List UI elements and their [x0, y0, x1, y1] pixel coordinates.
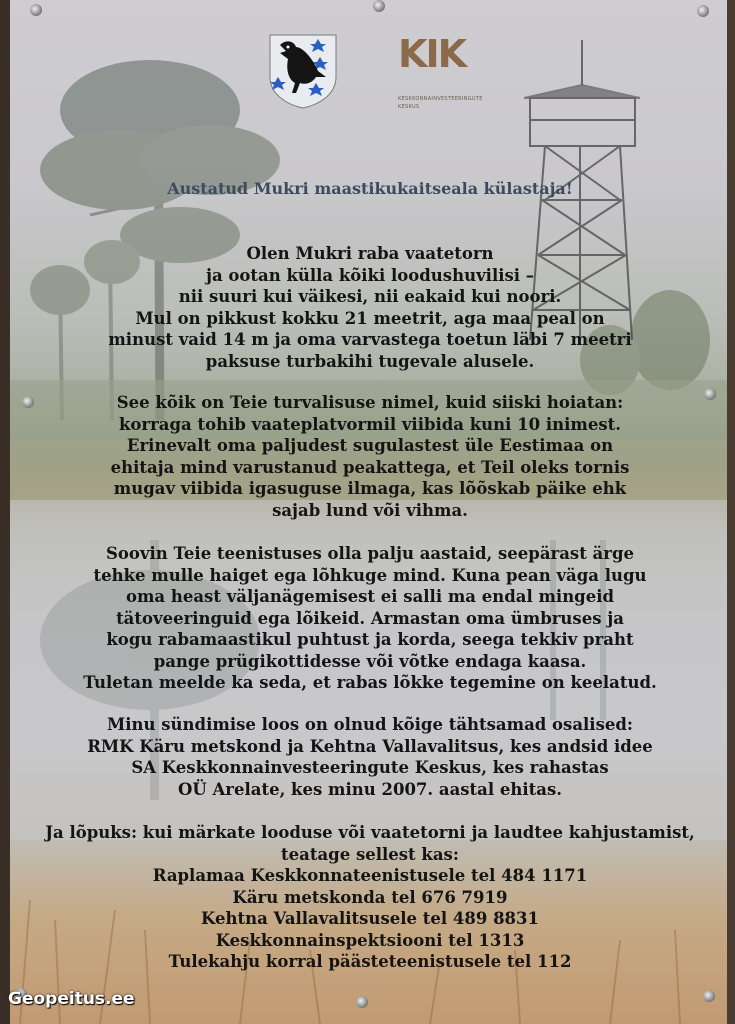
contact-line: Tulekahju korral päästeteenistusele tel 112 [168, 952, 572, 971]
text-line: Tuletan meelde ka seda, et rabas lõkke tegemine on keelatud. [83, 673, 657, 692]
kik-logo-letters: KIK [398, 32, 466, 76]
paragraph-origin [20, 714, 720, 800]
coat-of-arms-icon [268, 33, 338, 109]
paragraph-tower-intro [20, 243, 720, 372]
board-frame-right [727, 0, 735, 1024]
paragraph-contacts [20, 822, 720, 973]
text-line: tätoveeringuid ega lõikeid. Armastan oma ümbruses ja [116, 608, 624, 628]
bolt-icon [373, 0, 385, 12]
watermark: Geopeitus.ee [8, 989, 135, 1009]
text-line: ehitaja mind varustanud peakattega, et Teil oleks tornis [110, 457, 630, 477]
text-line: minust vaid 14 m ja oma varvastega toetun läbi 7 meetri [108, 330, 632, 349]
text-line: ja ootan külla kõiki loodushuvilisi – [205, 265, 535, 285]
kik-logo-caption-2: KESKUS [398, 104, 420, 110]
text-line: OÜ Arelate, kes minu 2007. aastal ehitas. [177, 779, 562, 799]
text-line: pange prügikottidesse või võtke endaga kaasa. [153, 651, 587, 671]
text-line: Minu sündimise loos on olnud kõige tähtsamad osalised: [107, 715, 633, 734]
text-line: oma heast väljanägemisest ei salli ma endal mingeid [125, 587, 615, 606]
text-line: nii suuri kui väikesi, nii eakaid kui noori. [178, 287, 562, 306]
sign-title [20, 178, 720, 200]
text-line: RMK Käru metskond ja Kehtna Vallavalitsus, kes andsid idee [87, 736, 653, 756]
contact-line: Kehtna Vallavalitsusele tel 489 8831 [201, 909, 539, 928]
bolt-icon [30, 4, 42, 16]
text-line: kogu rabamaastikul puhtust ja korda, seega tekkiv praht [106, 630, 634, 649]
paragraph-safety [20, 392, 720, 521]
text-line: paksuse turbakihi tugevale alusele. [205, 351, 535, 371]
text-line: Soovin Teie teenistuses olla palju aastaid, seepärast ärge [106, 544, 634, 563]
text-line: SA Keskkonnainvesteeringute Keskus, kes rahastas [131, 758, 609, 777]
contact-line: Keskkonnainspektsiooni tel 1313 [215, 930, 525, 950]
text-line: korraga tohib vaateplatvormil viibida kuni 10 inimest. [118, 414, 622, 434]
text-line: mugav viibida igasuguse ilmaga, kas lõõskab päike ehk [113, 479, 627, 498]
text-line: Mul on pikkust kokku 21 meetrit, aga maa peal on [135, 308, 605, 328]
kik-logo [388, 32, 483, 112]
bolt-icon [703, 990, 715, 1002]
text-line: tehke mulle haiget ega lõhkuge mind. Kuna pean väga lugu [93, 565, 647, 585]
text-line: Erinevalt oma paljudest sugulastest üle Eestimaa on [126, 436, 614, 455]
paragraph-care [20, 543, 720, 694]
kik-logo-caption: KESKKONNAINVESTEERINGUTE [398, 96, 483, 102]
text-line: teatage sellest kas: [281, 844, 459, 864]
bolt-icon [697, 5, 709, 17]
board-frame-left [0, 0, 10, 1024]
contact-line: Käru metskonda tel 676 7919 [232, 887, 508, 907]
text-line: sajab lund või vihma. [272, 500, 468, 520]
text-line: Olen Mukri raba vaatetorn [246, 244, 494, 263]
text-line: See kõik on Teie turvalisuse nimel, kuid siiski hoiatan: [116, 393, 624, 412]
bolt-icon [356, 996, 368, 1008]
text-line: Ja lõpuks: kui märkate looduse või vaatetorni ja laudtee kahjustamist, [45, 823, 695, 842]
title-line: Austatud Mukri maastikukaitseala külastaja! [167, 179, 573, 198]
contact-line: Raplamaa Keskkonnateenistusele tel 484 1171 [152, 866, 588, 885]
